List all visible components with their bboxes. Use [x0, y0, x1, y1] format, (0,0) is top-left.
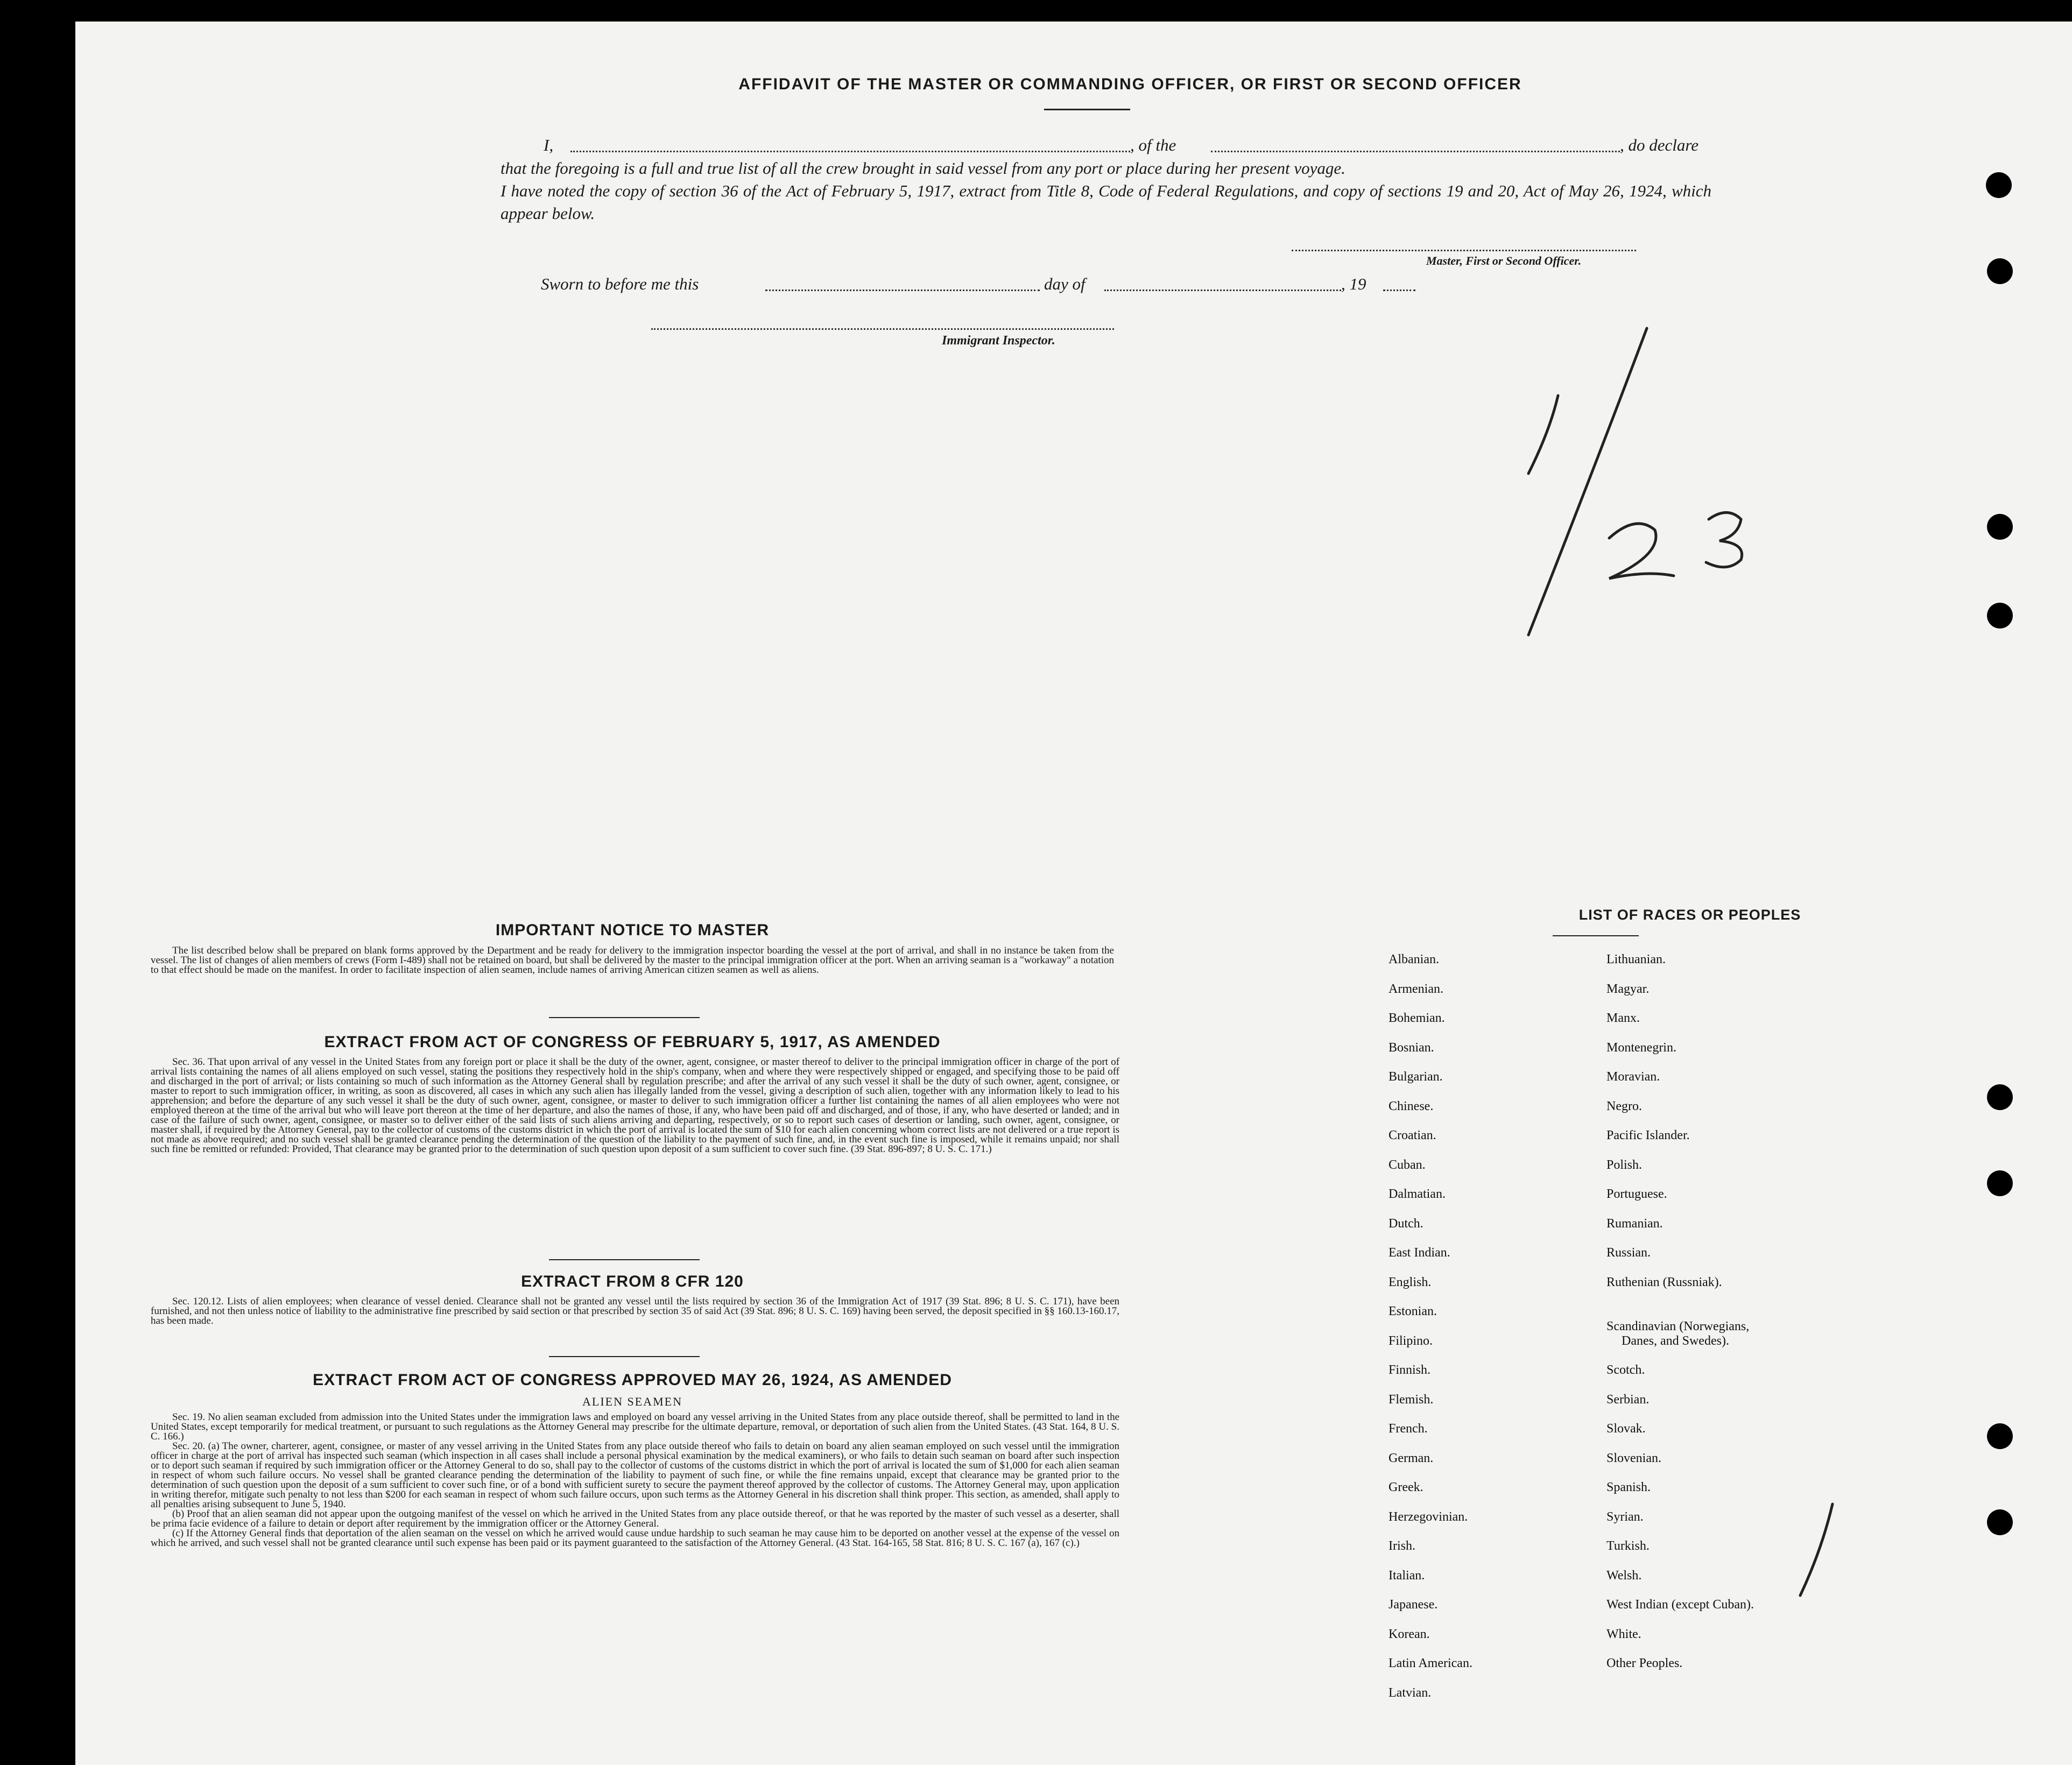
of-the-label: , of the	[1130, 136, 1176, 154]
master-signature-field[interactable]	[1292, 250, 1636, 251]
extract-1917-text: Sec. 36. That upon arrival of any vessel in the United States from any foreign port or place it shall be the duty of the owner, agent, consignee, or master thereof to deliver to the principal immigration officer in charge of the port of arrival lists containing the names of all aliens employed on such vessel, stating the positions they respectively hold in the ship's company, when and where they were respectively shipped or engaged, and specifying those to be paid off and discharged in the port of arrival; or lists containing so much of such information as the Attorney General shall by regulation prescribe; and after the arrival of any such vessel it shall be the duty of such owner, agent, consignee, or master to report to such immigration officer, in writing, as soon as discovered, all cases in which any such alien has illegally landed from the vessel, giving a description of such alien, together with any information likely to lead to his apprehension; and before the departure of any such vessel it shall be the duty of such owner, agent, consignee, or master to deliver to such immigration officer a further list containing the names of all alien employees who were not employed thereon at the time of the arrival but who will leave port thereon at the time of her departure, and also the names of those, if any, who have been paid off and discharged, and of those, if any, who have deserted or landed; and in case of the failure of such owner, agent, consignee, or master so to deliver either of the said lists of such aliens arriving and departing, respectively, or so to report such cases of desertion or landing, such owner, agent, consignee, or master shall, if required by the Attorney General, pay to the collector of customs of the customs district in which the port of arrival is located the sum of $10 for each alien concerning whom correct lists are not delivered or a true report is not made as above required; and no such vessel shall be granted clearance pending the determination of the question of the liability to the payment of such fine, and, in the event such fine is imposed, while it remains unpaid; nor shall such fine be remitted or refunded: Provided, That clearance may be granted prior to the determination of such question upon deposit of a sum sufficient to cover such fine. (39 Stat. 896-897; 8 U. S. C. 171.)	[151, 1056, 1119, 1155]
races-left-column	[1389, 952, 1593, 1715]
affidavit-title: AFFIDAVIT OF THE MASTER OR COMMANDING OFFICER, OR FIRST OR SECOND OFFICER	[738, 75, 1522, 93]
race-item: Pacific Islander.	[1606, 1128, 1690, 1142]
race-item: Turkish.	[1606, 1539, 1650, 1553]
sworn-prefix: Sworn to before me this	[541, 274, 699, 293]
form-sheet	[75, 22, 2072, 1765]
race-item: Ruthenian (Russniak).	[1606, 1275, 1722, 1289]
race-item: Finnish.	[1389, 1363, 1431, 1377]
sec-20c-text: (c) If the Attorney General finds that deportation of the alien seaman on the vessel on which he arrived would cause undue hardship to such seaman he may cause him to be deported on another vessel at the expense of the vessel on which he arrived, and such vessel shall not be granted clearance until such expense has been paid or its payment guaranteed to the satisfaction of the Attorney General. (43 Stat. 164-165, 58 Stat. 816; 8 U. S. C. 167 (a), 167 (c).)	[151, 1528, 1119, 1549]
inspector-signature-label: Immigrant Inspector.	[942, 334, 1055, 348]
race-item: Dutch.	[1389, 1216, 1423, 1231]
race-item: Croatian.	[1389, 1128, 1436, 1142]
race-item: Latvian.	[1389, 1685, 1432, 1700]
extract-1924-text	[151, 1413, 1119, 1548]
race-item: Danes, and Swedes).	[1622, 1334, 1729, 1348]
race-item: Japanese.	[1389, 1598, 1438, 1612]
race-item: Slovenian.	[1606, 1451, 1661, 1465]
race-item: Moravian.	[1606, 1070, 1660, 1084]
race-item: Montenegrin.	[1606, 1040, 1676, 1055]
race-item: Magyar.	[1606, 982, 1650, 996]
race-item: English.	[1389, 1275, 1432, 1289]
declarant-name-field[interactable]	[570, 151, 1130, 152]
race-item: German.	[1389, 1451, 1434, 1465]
vessel-name-field[interactable]	[1211, 151, 1620, 152]
sec-20b-text: (b) Proof that an alien seaman did not appear upon the outgoing manifest of the vessel on which he arrived in the United States from any place outside thereof, or that he was reported by the master of such vessel as a deserter, shall be prima facie evidence of a failure to detain or deport after requirement by the immigration officer or the Attorney General.	[151, 1508, 1119, 1529]
race-item: Albanian.	[1389, 952, 1439, 966]
sec-20a-text: Sec. 20. (a) The owner, charterer, agent, consignee, or master of any vessel arriving in the United States from any place outside thereof who fails to detain on board any alien seaman employed on such vessel until the immigration officer in charge at the port of arrival has inspected such seaman (which inspection in all cases shall include a personal physical examination by the medical examiners), or who fails to detain such seaman on board after such inspection or to deport such seaman if required by such immigration officer or the Attorney General to do so, shall pay to the collector of customs of the customs district in which the port of arrival is located the sum of $1,000 for each alien seaman in respect of whom such failure occurs. No vessel shall be granted clearance pending the determination of the liability to payment of such fine, or while the fine remains unpaid, except that clearance may be granted prior to the determination of such question upon the deposit of a sum sufficient to cover such fine, or of a bond with sufficient surety to secure the payment thereof approved by the collector of customs. The Attorney General may, upon application in writing therefor, mitigate such penalty to not less than $200 for each seaman in respect of whom such failure occurs, upon such terms as the Attorney General in his discretion shall think proper. This section, as amended, shall apply to all penalties arising subsequent to June 5, 1940.	[151, 1441, 1119, 1510]
race-item: Bohemian.	[1389, 1011, 1445, 1025]
binder-hole	[1987, 514, 2013, 540]
notice-text: The list described below shall be prepared on blank forms approved by the Department and be ready for delivery to the immigration inspector boarding the vessel at the port of arrival, and shall in no instance be taken from the vessel. The list of changes of alien members of crews (Form I-489) shall not be retained on board, but shall be delivered by the master to the principal immigration officer at the port. When an arriving seaman is a "workaway" a notation to that effect should be made on the manifest. In order to facilitate inspection of alien seamen, include names of arriving American citizen seamen as well as aliens.	[151, 945, 1114, 976]
race-item: Welsh.	[1606, 1568, 1642, 1583]
affidavit-statement: that the foregoing is a full and true list of all the crew brought in said vessel from any port or place during her present voyage.	[501, 159, 1345, 178]
extract-cfr-text: Sec. 120.12. Lists of alien employees; when clearance of vessel denied. Clearance shall not be granted any vessel until the lists required by section 36 of the Immigration Act of 1917 (39 Stat. 896; 8 U. S. C. 171), have been furnished, and not then unless notice of liability to the administrative fine prescribed by said section or that prescribed by section 35 of said Act (39 Stat. 896; 8 U. S. C. 169) having been served, the deposit specified in §§ 160.13-160.17, has been made.	[151, 1296, 1119, 1326]
master-signature-label: Master, First or Second Officer.	[1426, 254, 1582, 267]
sec-19-text: Sec. 19. No alien seaman excluded from admission into the United States under the immigration laws and employed on board any vessel arriving in the United States from any place outside thereof, shall be permitted to land in the United States, except temporarily for medical treatment, or pursuant to such regulations as the Attorney General may prescribe for the ultimate departure, removal, or deportation of such alien from the United States. (43 Stat. 164, 8 U. S. C. 166.)	[151, 1411, 1119, 1442]
title-divider	[1044, 109, 1130, 110]
declarant-prefix: I,	[544, 136, 554, 154]
races-title: LIST OF RACES OR PEOPLES	[1578, 907, 1801, 923]
race-item: Filipino.	[1389, 1333, 1433, 1348]
sworn-day-field[interactable]	[765, 290, 1040, 291]
race-item: Latin American.	[1389, 1656, 1472, 1670]
race-item: Rumanian.	[1606, 1216, 1663, 1231]
extract-1917-title: EXTRACT FROM ACT OF CONGRESS OF FEBRUARY 5, 1917, AS AMENDED	[324, 1033, 941, 1051]
race-item: Spanish.	[1606, 1480, 1651, 1494]
binder-hole	[1986, 172, 2012, 198]
divider-2	[549, 1259, 700, 1260]
affidavit-acknowledgment: I have noted the copy of section 36 of the Act of February 5, 1917, extract from Title 8, Code of Federal Regulations, and copy of sections 19 and 20, Act of May 26, 1924, which appear below.	[501, 181, 1711, 223]
extract-cfr-title: EXTRACT FROM 8 CFR 120	[521, 1273, 744, 1290]
binder-hole	[1987, 258, 2013, 284]
race-item: West Indian (except Cuban).	[1606, 1598, 1754, 1612]
race-item: Armenian.	[1389, 982, 1443, 996]
extract-1924-title: EXTRACT FROM ACT OF CONGRESS APPROVED MAY 26, 1924, AS AMENDED	[313, 1371, 952, 1389]
binder-hole	[1987, 1084, 2013, 1110]
day-of-label: day of	[1044, 274, 1086, 293]
race-item: Syrian.	[1606, 1509, 1644, 1524]
alien-seamen-subtitle: ALIEN SEAMEN	[582, 1395, 682, 1408]
race-item: Scotch.	[1606, 1363, 1645, 1377]
race-item: Scandinavian (Norwegians,	[1606, 1319, 1750, 1333]
race-item: Flemish.	[1389, 1392, 1434, 1407]
race-item: Herzegovinian.	[1389, 1509, 1468, 1524]
inspector-signature-field[interactable]	[651, 328, 1114, 330]
race-item: Slovak.	[1606, 1422, 1646, 1436]
race-item: Negro.	[1606, 1099, 1642, 1113]
race-item: Cuban.	[1389, 1157, 1426, 1172]
sworn-month-field[interactable]	[1104, 290, 1341, 291]
race-item: Serbian.	[1606, 1392, 1650, 1407]
race-item: Estonian.	[1389, 1304, 1437, 1318]
race-item: Russian.	[1606, 1246, 1651, 1260]
divider-3	[549, 1356, 700, 1357]
sworn-year-field[interactable]	[1383, 290, 1415, 291]
race-item: Irish.	[1389, 1539, 1415, 1553]
race-item: Bulgarian.	[1389, 1070, 1443, 1084]
race-item: Bosnian.	[1389, 1040, 1434, 1055]
race-item: Portuguese.	[1606, 1187, 1667, 1201]
race-item: Polish.	[1606, 1157, 1643, 1172]
race-item: Chinese.	[1389, 1099, 1434, 1113]
race-item: Manx.	[1606, 1011, 1640, 1025]
binder-hole	[1987, 603, 2013, 629]
race-item: Other Peoples.	[1606, 1656, 1683, 1670]
races-right-column	[1606, 952, 1908, 1686]
do-declare-label: , do declare	[1620, 136, 1699, 154]
race-item: East Indian.	[1389, 1246, 1450, 1260]
notice-title: IMPORTANT NOTICE TO MASTER	[495, 921, 770, 939]
races-divider	[1553, 935, 1639, 936]
year-prefix: , 19	[1341, 274, 1366, 293]
binder-hole	[1987, 1509, 2013, 1535]
binder-hole	[1987, 1423, 2013, 1449]
race-item: French.	[1389, 1422, 1428, 1436]
divider-1	[549, 1017, 700, 1018]
race-item: Greek.	[1389, 1480, 1423, 1494]
race-item: Korean.	[1389, 1627, 1430, 1641]
race-item: Italian.	[1389, 1568, 1425, 1583]
race-item: White.	[1606, 1627, 1641, 1641]
binder-hole	[1987, 1170, 2013, 1196]
race-item: Lithuanian.	[1606, 952, 1666, 966]
race-item: Dalmatian.	[1389, 1187, 1446, 1201]
